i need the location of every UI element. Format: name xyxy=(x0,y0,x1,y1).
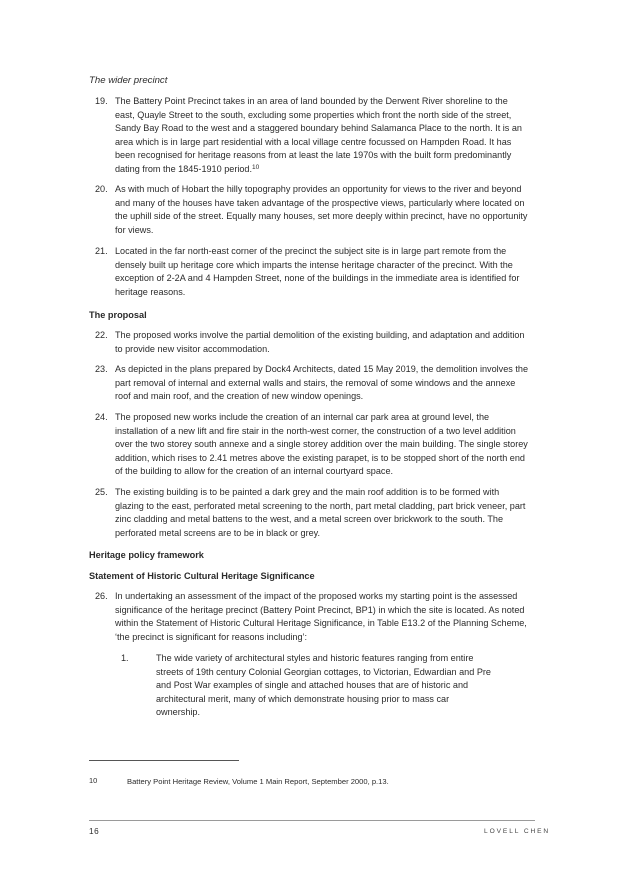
paragraph-text xyxy=(115,95,529,177)
heading-policy-framework: Heritage policy framework xyxy=(89,550,204,560)
section-title: The wider precinct xyxy=(89,75,168,86)
paragraph-text: In undertaking an assessment of the impact of the proposed works my starting point is the assessed significance of the heritage precinct (Battery Point Precinct, BP1) in which the site is located. As noted within the Statement of Historic Cultural Heritage Significance, in Table E13.2 of the Planning Scheme, ‘the precinct is significant for reasons including’: xyxy=(115,591,527,642)
paragraph-25 xyxy=(89,486,529,540)
footnote-number: 10 xyxy=(89,776,98,785)
list-item-text: The wide variety of architectural styles and historic features ranging from entire streets of 19th century Colonial Georgian cottages, to Victorian, Edwardian and Pre and Post War examples of single and attached houses that are of historic and architectural merit, many of which demonstrate housing prior to mass car ownership. xyxy=(156,653,491,718)
footnote-ref[interactable]: 10 xyxy=(252,163,260,171)
paragraph-text: The proposed works involve the partial demolition of the existing building, and adaptation and addition to provide new visitor accommodation. xyxy=(115,330,525,354)
paragraph-20 xyxy=(89,183,529,237)
footnote-divider xyxy=(89,760,239,761)
footer-divider xyxy=(89,820,535,821)
paragraph-23 xyxy=(89,363,529,404)
paragraph-number: 19. xyxy=(95,96,108,106)
paragraph-text: The existing building is to be painted a dark grey and the main roof addition is to be formed with glazing to the east, perforated metal screening to the north, part metal cladding, part brick veneer, part zinc cladding and metal battens to the west, and a metal screen over brickwork to the south. The perforated metal screens are to be in black or grey. xyxy=(115,487,526,538)
footnote-text: Battery Point Heritage Review, Volume 1 Main Report, September 2000, p.13. xyxy=(127,777,389,786)
paragraph-number: 25. xyxy=(95,487,108,497)
paragraph-number: 22. xyxy=(95,330,108,340)
paragraph-21 xyxy=(89,245,529,299)
paragraph-number: 21. xyxy=(95,246,108,256)
footer-brand: LOVELL CHEN xyxy=(484,828,551,835)
paragraph-text: The proposed new works include the creation of an internal car park area at ground level, the installation of a new lift and fire stair in the north-west corner, the construction of a two level addition over the two storey south annexe and a single storey addition over the main building. The single storey addition, which rises to 2.41 metres above the existing parapet, is to be stopped short of the north end of the building to allow for the creation of an internal courtyard space. xyxy=(115,412,528,477)
paragraph-19 xyxy=(89,95,529,177)
paragraph-number: 24. xyxy=(95,412,108,422)
paragraph-26 xyxy=(89,590,529,644)
paragraph-text: As depicted in the plans prepared by Dock4 Architects, dated 15 May 2019, the demolition involves the part removal of internal and external walls and stairs, the removal of some windows and the annexe roof and main roof, and the creation of new window openings. xyxy=(115,364,529,402)
heading-statement-significance: Statement of Historic Cultural Heritage Significance xyxy=(89,571,315,581)
list-item-number: 1. xyxy=(121,653,129,663)
paragraph-24 xyxy=(89,411,529,479)
heading-proposal: The proposal xyxy=(89,310,147,320)
paragraph-text: As with much of Hobart the hilly topography provides an opportunity for views to the river and beyond and many of the houses have taken advantage of the prospective views, particularly where located on the uphill side of the street. Equally many houses, set more deeply within precinct, have no opportunity for views. xyxy=(115,184,528,235)
paragraph-19-text: The Battery Point Precinct takes in an area of land bounded by the Derwent River shoreline to the east, Quayle Street to the south, excluding some properties which front the north side of the street, Sandy Bay Road to the west and a staggered boundary behind Salamanca Place to the north. It is an area which is in large part residential with a local village centre focussed on Hampden Road. It has been recognised for heritage reasons from at least the late 1970s with the built form predominantly dating from the 1845-1910 period. xyxy=(115,96,522,174)
page-number: 16 xyxy=(89,827,100,836)
significance-list-item xyxy=(115,652,495,720)
paragraph-number: 20. xyxy=(95,184,108,194)
paragraph-text: Located in the far north-east corner of the precinct the subject site is in large part remote from the densely built up heritage core which imparts the intense heritage character of the precinct. With the exception of 2-2A and 4 Hampden Street, none of the buildings in the immediate area is identified for heritage reasons. xyxy=(115,246,520,297)
paragraph-number: 23. xyxy=(95,364,108,374)
paragraph-22 xyxy=(89,329,529,356)
paragraph-number: 26. xyxy=(95,591,108,601)
